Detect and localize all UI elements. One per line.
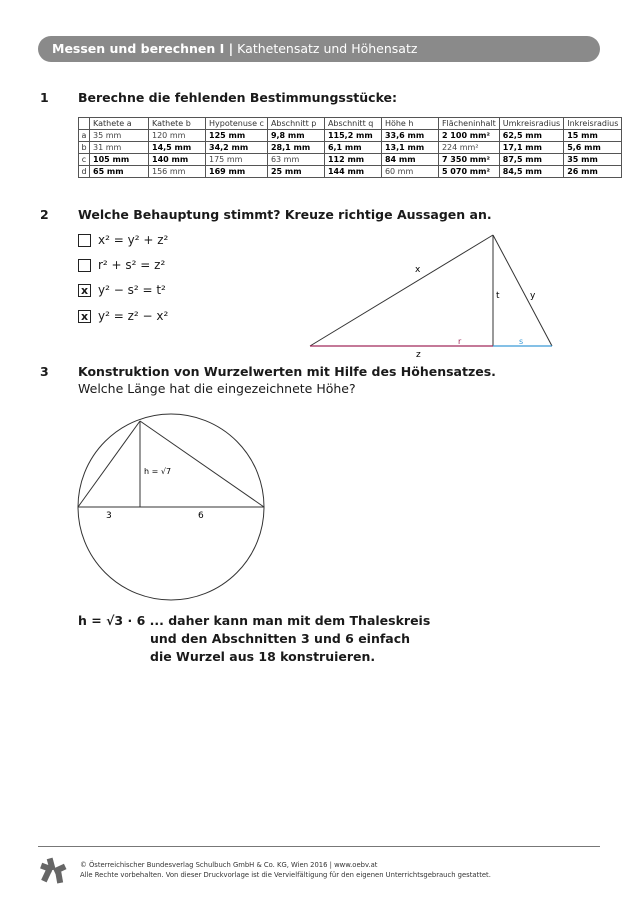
table-cell: 5,6 mm: [564, 142, 622, 154]
footer-copyright: © Österreichischer Bundesverlag Schulbuch GmbH & Co. KG, Wien 2016 | www.oebv.at: [80, 861, 378, 869]
table-cell: 112 mm: [324, 154, 381, 166]
table-cell: 87,5 mm: [499, 154, 563, 166]
task1-number: 1: [40, 90, 49, 105]
label-h: h = √7: [144, 467, 172, 476]
table-cell: 62,5 mm: [499, 130, 563, 142]
table-cell: 34,2 mm: [206, 142, 268, 154]
header-title-rest: Kathetensatz und Höhensatz: [233, 41, 418, 56]
label-t: t: [496, 291, 500, 301]
option-text: r² + s² = z²: [98, 258, 166, 272]
table-header-cell: Flächeninhalt: [438, 118, 499, 130]
table-header-cell: Umkreisradius: [499, 118, 563, 130]
label-x: x: [415, 265, 421, 275]
task2-number: 2: [40, 207, 49, 222]
chord-right: [140, 421, 264, 507]
label-z: z: [416, 350, 421, 360]
table-cell: 35 mm: [564, 154, 622, 166]
table-cell: 7 350 mm²: [438, 154, 499, 166]
table-cell: 33,6 mm: [381, 130, 438, 142]
task2-question: Welche Behauptung stimmt? Kreuze richtige Aussagen an.: [78, 207, 492, 222]
table-header-cell: Kathete a: [90, 118, 149, 130]
table-cell: 14,5 mm: [149, 142, 206, 154]
row-label: a: [79, 130, 90, 142]
table-header-cell: Inkreisradius: [564, 118, 622, 130]
table-cell: 65 mm: [90, 166, 149, 178]
label-6: 6: [198, 511, 204, 521]
table-cell: 144 mm: [324, 166, 381, 178]
table-cell: 84 mm: [381, 154, 438, 166]
side-y: [493, 235, 552, 346]
answer-line-3: die Wurzel aus 18 konstruieren.: [150, 649, 376, 664]
row-label: d: [79, 166, 90, 178]
row-label: c: [79, 154, 90, 166]
label-r: r: [458, 337, 462, 346]
table-cell: 15 mm: [564, 130, 622, 142]
task3-question: Konstruktion von Wurzelwerten mit Hilfe des Höhensatzes.: [78, 364, 496, 379]
table-cell: 140 mm: [149, 154, 206, 166]
task3-number: 3: [40, 364, 49, 379]
table-cell: 26 mm: [564, 166, 622, 178]
task1-question: Berechne die fehlenden Bestimmungsstücke:: [78, 90, 398, 105]
row-label: b: [79, 142, 90, 154]
checkbox-4[interactable]: x: [78, 310, 91, 323]
label-s: s: [519, 337, 524, 346]
table-header-cell: Abschnitt q: [324, 118, 381, 130]
table-cell: 156 mm: [149, 166, 206, 178]
table-cell: 84,5 mm: [499, 166, 563, 178]
footer-divider: [38, 846, 600, 847]
table-cell: 5 070 mm²: [438, 166, 499, 178]
answer-line-2: und den Abschnitten 3 und 6 einfach: [150, 631, 411, 646]
checkbox-3[interactable]: x: [78, 284, 91, 297]
option-text: y² = z² − x²: [98, 309, 169, 323]
table-cell: 175 mm: [206, 154, 268, 166]
publisher-logo-icon: [40, 858, 66, 884]
task3-answer: [78, 612, 430, 666]
table-cell: 169 mm: [206, 166, 268, 178]
table-cell: 2 100 mm²: [438, 130, 499, 142]
table-cell: 125 mm: [206, 130, 268, 142]
table-cell: 25 mm: [267, 166, 324, 178]
footer-text: [80, 860, 491, 880]
table-header-cell: Abschnitt p: [267, 118, 324, 130]
label-3: 3: [106, 511, 112, 521]
answer-line-1: h = √3 · 6 ... daher kann man mit dem Thaleskreis: [78, 613, 431, 628]
table-cell: 6,1 mm: [324, 142, 381, 154]
table-cell: 60 mm: [381, 166, 438, 178]
table-cell: 17,1 mm: [499, 142, 563, 154]
chord-left: [78, 421, 140, 507]
table-cell: 105 mm: [90, 154, 149, 166]
table-header-cell: Höhe h: [381, 118, 438, 130]
header-title-bold: Messen und berechnen I |: [52, 41, 234, 56]
table-cell: 13,1 mm: [381, 142, 438, 154]
table-cell: 28,1 mm: [267, 142, 324, 154]
table-cell: 224 mm²: [438, 142, 499, 154]
table-header-cell: Hypotenuse c: [206, 118, 268, 130]
option-text: x² = y² + z²: [98, 233, 169, 247]
table-cell: 120 mm: [149, 130, 206, 142]
table-header-cell: Kathete b: [149, 118, 206, 130]
label-y: y: [530, 291, 536, 301]
table-cell: 63 mm: [267, 154, 324, 166]
table-cell: 115,2 mm: [324, 130, 381, 142]
table-cell: 9,8 mm: [267, 130, 324, 142]
option-text: y² − s² = t²: [98, 283, 166, 297]
table-cell: 31 mm: [90, 142, 149, 154]
task3-subquestion: Welche Länge hat die eingezeichnete Höhe?: [78, 381, 356, 396]
table-cell: 35 mm: [90, 130, 149, 142]
footer-rights: Alle Rechte vorbehalten. Von dieser Druckvorlage ist die Vervielfältigung für den eigenen Unterrichtsgebrauch gestattet.: [80, 871, 491, 879]
side-x: [310, 235, 493, 346]
